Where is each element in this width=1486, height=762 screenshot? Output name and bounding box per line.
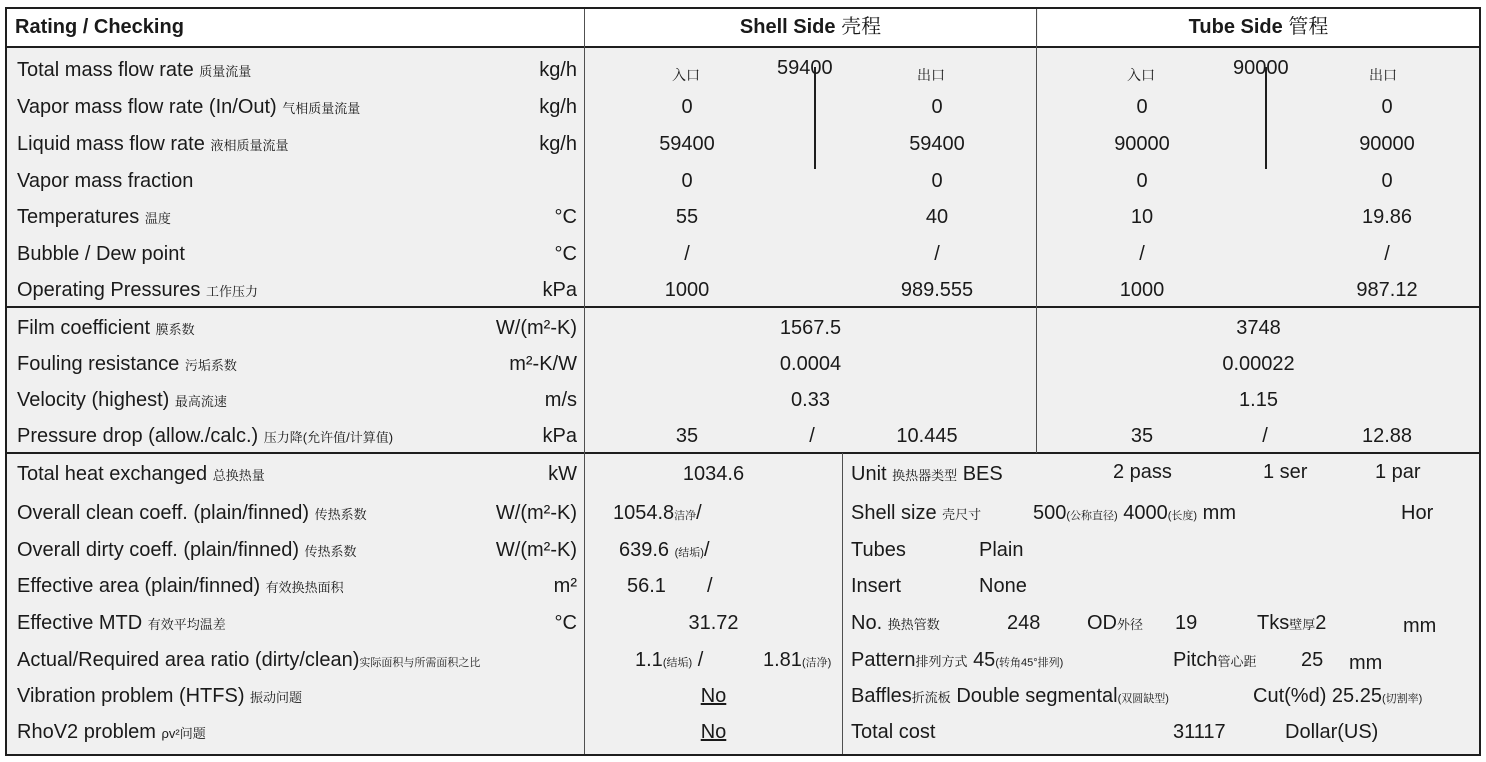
thickness-label: Tks壁厚2 [1257, 612, 1327, 634]
row-label: Vibration problem (HTFS) 振动问题 [17, 685, 303, 707]
section2-divider [7, 452, 1479, 454]
rhov2-value: No [700, 721, 727, 743]
vibration-value: No [700, 685, 727, 707]
shell-side-cn: 壳程 [841, 16, 882, 38]
orientation-value: Hor [1401, 502, 1434, 524]
shell-in: 0 [681, 96, 693, 118]
row-unit: kPa [542, 425, 577, 447]
row-label: Total mass flow rate 质量流量 [17, 59, 252, 81]
row-unit: m² [553, 575, 577, 597]
header-shell-side [585, 9, 1036, 46]
row-unit: °C [554, 206, 577, 228]
dirty-coeff-value: 639.6 (结垢)/ [619, 539, 710, 561]
header-divider [7, 46, 1479, 48]
tube-value: 0.00022 [1222, 353, 1295, 375]
area-separator: / [707, 575, 713, 597]
shell-out: / [934, 243, 940, 265]
row-unit: kW [548, 463, 577, 485]
shell-value: 0.33 [791, 389, 830, 411]
row-label: RhoV2 problem ρv²问题 [17, 721, 206, 743]
tube-in: 1000 [1119, 279, 1165, 301]
cost-value: 31117 [1173, 721, 1226, 743]
pitch-value: 25 [1301, 649, 1324, 671]
outlet-label: 出口 [917, 67, 945, 83]
tube-in: 90000 [1114, 133, 1170, 155]
tube-count-value: 248 [1007, 612, 1041, 634]
clean-coeff-value: 1054.8洁净/ [613, 502, 702, 524]
row-unit: m²-K/W [509, 353, 577, 375]
area-ratio-dirty: 1.1(结垢) / [635, 649, 704, 671]
row-unit: kg/h [539, 96, 577, 118]
baffles-label: Baffles折流板 Double segmental(双圆缺型) [851, 685, 1169, 707]
row-label: Film coefficient 膜系数 [17, 317, 195, 339]
parallel-value: 1 par [1375, 461, 1421, 483]
passes-value: 2 pass [1113, 461, 1172, 483]
shell-out: 0 [931, 170, 943, 192]
insert-type: None [979, 575, 1027, 597]
row-label: Effective area (plain/finned) 有效换热面积 [17, 575, 344, 597]
shell-out: 989.555 [900, 279, 974, 301]
tube-total-flow: 90000 [1233, 57, 1289, 79]
shell-in: 55 [675, 206, 699, 228]
od-label: OD外径 [1087, 612, 1144, 634]
tube-unit: mm [1403, 615, 1437, 637]
tube-out: 19.86 [1361, 206, 1413, 228]
tube-separator: / [1262, 425, 1268, 447]
pitch-unit: mm [1349, 652, 1383, 674]
tube-in: 10 [1130, 206, 1154, 228]
row-label: Effective MTD 有效平均温差 [17, 612, 226, 634]
tube-inout-divider [1265, 67, 1267, 169]
area-ratio-clean: 1.81(洁净) [763, 649, 832, 671]
tube-calc: 12.88 [1361, 425, 1413, 447]
tube-out: 987.12 [1356, 279, 1418, 301]
shell-in: 1000 [664, 279, 710, 301]
tube-side-label: Tube Side [1188, 16, 1283, 38]
row-unit: W/(m²-K) [495, 317, 577, 339]
rating-sheet [5, 7, 1481, 756]
tube-out: 0 [1381, 96, 1393, 118]
row-label: Bubble / Dew point [17, 243, 185, 265]
mtd-value: 31.72 [688, 612, 739, 634]
shell-inout-divider [814, 67, 816, 169]
outlet-label: 出口 [1369, 67, 1397, 83]
cost-label: Total cost [851, 721, 936, 743]
row-label: Temperatures 温度 [17, 206, 171, 228]
row-unit: kPa [542, 279, 577, 301]
unit-label: Unit 换热器类型 BES [851, 463, 1003, 485]
tube-out: 90000 [1359, 133, 1415, 155]
pitch-label: Pitch管心距 [1173, 649, 1257, 671]
row-label: Liquid mass flow rate 液相质量流量 [17, 133, 289, 155]
row-label: Fouling resistance 污垢系数 [17, 353, 237, 375]
shell-value: 1567.5 [779, 317, 842, 339]
cut-value: Cut(%d) 25.25(切割率) [1253, 685, 1423, 707]
tube-in: / [1139, 243, 1145, 265]
shell-size-value: 500(公称直径) 4000(长度) mm [1033, 502, 1236, 524]
pattern-label: Pattern排列方式 45(转角45°排列) [851, 649, 1064, 671]
tube-count-label: No. 换热管数 [851, 612, 940, 634]
row-label: Overall clean coeff. (plain/finned) 传热系数 [17, 502, 367, 524]
tube-value: 3748 [1236, 317, 1281, 339]
row-label: Actual/Required area ratio (dirty/clean)实际面积与所需面积之比 [17, 649, 481, 671]
row-unit: °C [554, 612, 577, 634]
total-heat-value: 1034.6 [682, 463, 745, 485]
shell-out: 40 [925, 206, 949, 228]
row-unit: kg/h [539, 59, 577, 81]
tubes-label: Tubes [851, 539, 906, 561]
od-value: 19 [1175, 612, 1198, 634]
section1-divider [7, 306, 1479, 308]
row-unit: W/(m²-K) [495, 502, 577, 524]
tube-in: 0 [1136, 170, 1148, 192]
shell-out: 0 [931, 96, 943, 118]
tube-value: 1.15 [1239, 389, 1278, 411]
shell-in: / [684, 243, 690, 265]
tube-allow: 35 [1130, 425, 1154, 447]
shell-side-label: Shell Side [739, 16, 836, 38]
row-label: Total heat exchanged 总换热量 [17, 463, 265, 485]
tube-out: 0 [1381, 170, 1393, 192]
section3-middle-divider [842, 453, 843, 754]
row-label: Vapor mass flow rate (In/Out) 气相质量流量 [17, 96, 361, 118]
shell-size-label: Shell size 壳尺寸 [851, 502, 982, 524]
shell-calc: 10.445 [896, 425, 958, 447]
shell-in: 59400 [659, 133, 715, 155]
tube-side-cn: 管程 [1288, 16, 1329, 38]
row-label: Vapor mass fraction [17, 170, 194, 192]
row-unit: W/(m²-K) [495, 539, 577, 561]
row-label: Velocity (highest) 最高流速 [17, 389, 227, 411]
header-tube-side [1038, 9, 1479, 46]
shell-in: 0 [681, 170, 693, 192]
shell-tube-divider [1036, 9, 1037, 453]
shell-total-flow: 59400 [777, 57, 833, 79]
cost-unit: Dollar(US) [1285, 721, 1379, 743]
tube-out: / [1384, 243, 1390, 265]
shell-value: 0.0004 [779, 353, 842, 375]
label-column-divider [584, 9, 585, 754]
row-label: Operating Pressures 工作压力 [17, 279, 258, 301]
inlet-label: 入口 [672, 67, 700, 83]
row-unit: kg/h [539, 133, 577, 155]
inlet-label: 入口 [1127, 67, 1155, 83]
row-label: Overall dirty coeff. (plain/finned) 传热系数 [17, 539, 357, 561]
row-label: Pressure drop (allow./calc.) 压力降(允许值/计算值) [17, 425, 394, 447]
shell-separator: / [809, 425, 815, 447]
tubes-type: Plain [979, 539, 1024, 561]
row-unit: m/s [544, 389, 577, 411]
insert-label: Insert [851, 575, 902, 597]
series-value: 1 ser [1263, 461, 1308, 483]
shell-out: 59400 [909, 133, 965, 155]
row-unit: °C [554, 243, 577, 265]
header-title: Rating / Checking [7, 9, 584, 46]
tube-in: 0 [1136, 96, 1148, 118]
shell-allow: 35 [675, 425, 699, 447]
effective-area-value: 56.1 [627, 575, 666, 597]
